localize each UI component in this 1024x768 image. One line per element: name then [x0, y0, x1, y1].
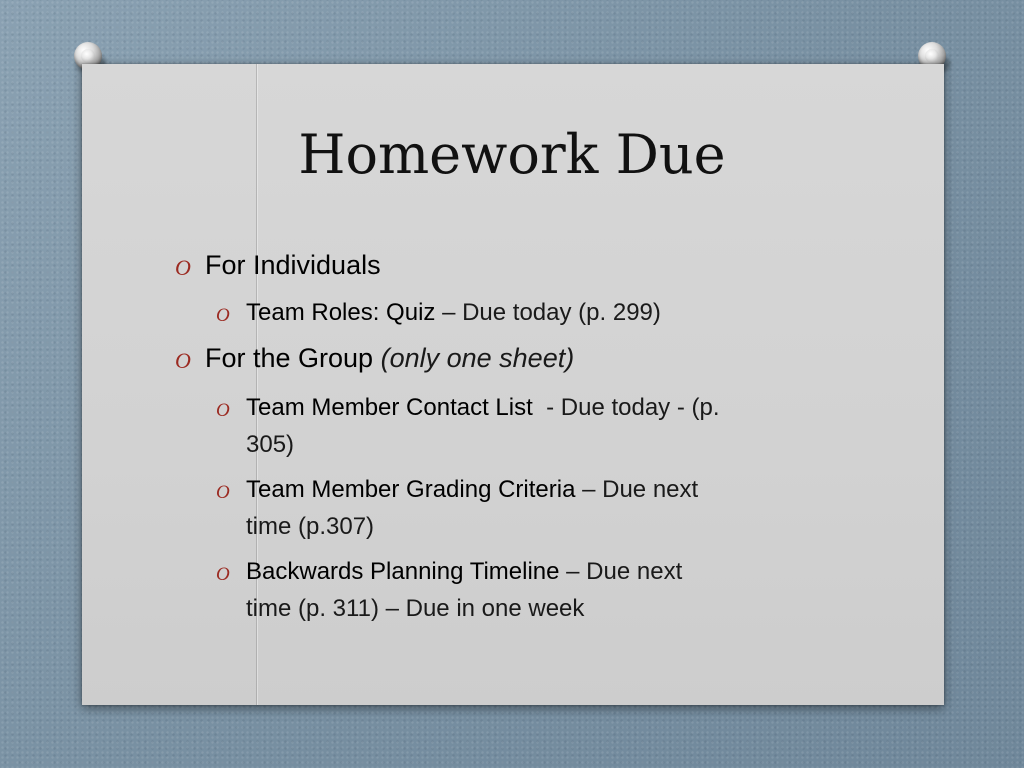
- item-label: For the Group: [205, 343, 374, 373]
- bullet-icon: O: [216, 305, 230, 326]
- item-note-line2: 305): [246, 431, 295, 458]
- item-label: Team Member Contact List: [246, 394, 533, 421]
- item-label: Team Member Grading Criteria: [246, 476, 576, 503]
- list-item-planning-timeline: [216, 553, 846, 627]
- bullet-icon: O: [216, 482, 230, 503]
- list-item-team-roles-quiz: [216, 294, 661, 331]
- item-note-line1: – Due next: [559, 558, 683, 585]
- bullet-icon: O: [216, 400, 230, 421]
- list-item-contact-list: [216, 389, 846, 463]
- bullet-icon: O: [175, 255, 191, 280]
- bullet-icon: O: [216, 564, 230, 585]
- slide-title: Homework Due: [298, 123, 726, 186]
- item-note-line1: – Due next: [575, 476, 699, 503]
- item-note-line1: - Due today - (p.: [532, 394, 720, 421]
- list-item-for-the-group: [175, 341, 575, 375]
- list-item-for-individuals: [175, 248, 381, 282]
- item-note-line2: time (p. 311) – Due in one week: [246, 595, 585, 622]
- item-label: Backwards Planning Timeline: [246, 558, 560, 585]
- bullet-icon: O: [175, 348, 191, 373]
- item-label: Team Roles: Quiz: [246, 299, 436, 326]
- item-note: (only one sheet): [380, 343, 575, 373]
- item-label: For Individuals: [205, 250, 381, 280]
- list-item-grading-criteria: [216, 471, 846, 545]
- item-note-line2: time (p.307): [246, 513, 375, 540]
- item-note: – Due today (p. 299): [435, 299, 661, 326]
